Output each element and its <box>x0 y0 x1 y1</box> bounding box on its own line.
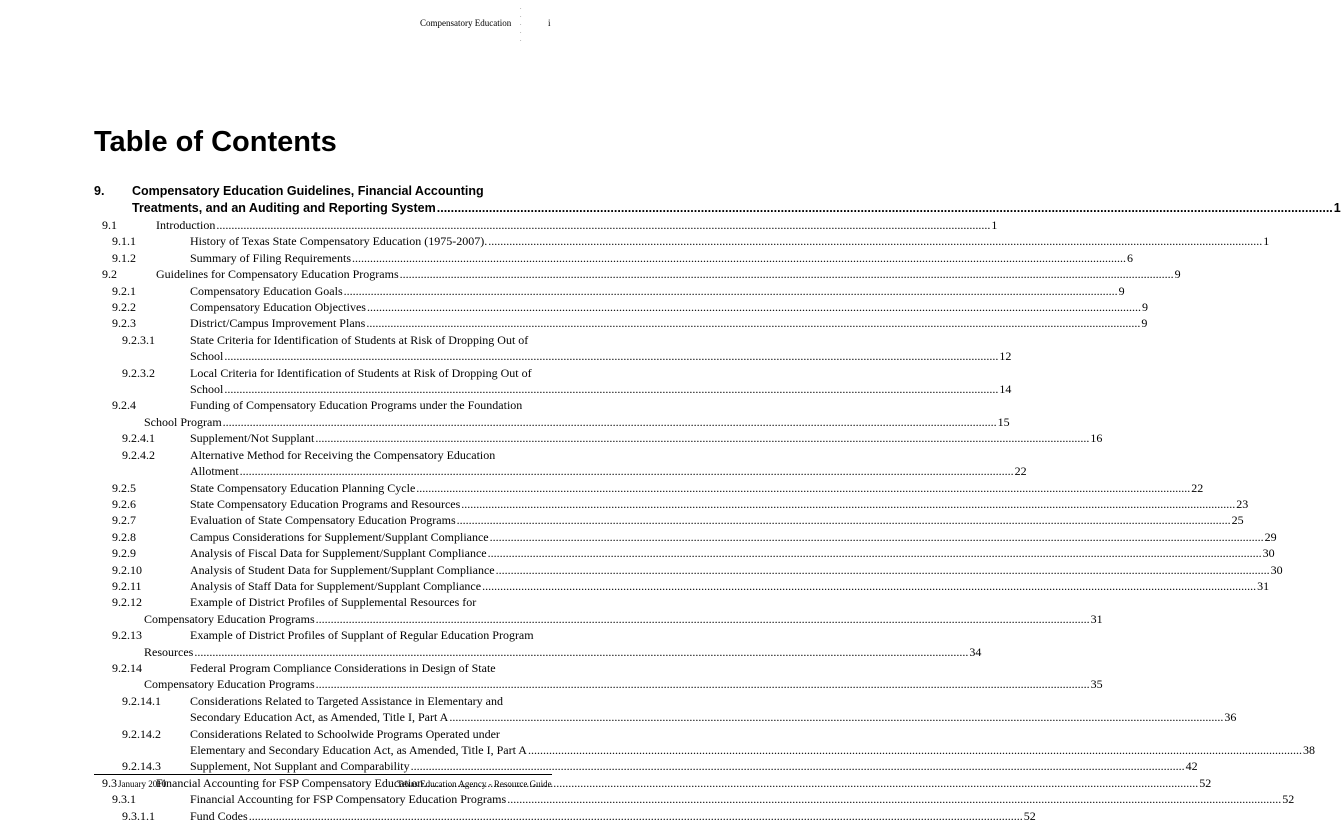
toc-entry-number: 9.2.14.1 <box>122 693 161 708</box>
toc-entry-title: Analysis of Fiscal Data for Supplement/Supplant Compliance <box>190 546 487 561</box>
toc-entry-number: 9.2.3.1 <box>122 332 155 347</box>
toc-entry-number: 9.3 <box>102 775 117 790</box>
toc-entry-title-cont: Elementary and Secondary Education Act, as Amended, Title I, Part A <box>190 743 527 757</box>
toc-entry-title: Campus Considerations for Supplement/Supplant Compliance <box>190 529 489 544</box>
toc-entry[interactable] <box>94 299 1148 315</box>
toc-entry-page: 35 <box>1090 677 1103 692</box>
leader-dots <box>224 381 998 397</box>
toc-entry-title: Evaluation of State Compensatory Education Programs <box>190 513 456 528</box>
leader-dots <box>488 233 1262 249</box>
leader-dots <box>366 315 1140 331</box>
toc-entry-page: 9 <box>1141 316 1148 331</box>
toc-entry-title: Federal Program Compliance Considerations in Design of State <box>190 660 496 675</box>
leader-dots <box>316 611 1090 627</box>
toc-entry[interactable] <box>94 693 1237 726</box>
toc-entry-title: History of Texas State Compensatory Education (1975-2007). <box>190 234 488 249</box>
toc-entry-page: 22 <box>1014 464 1027 479</box>
toc-entry[interactable] <box>94 578 1270 594</box>
toc-chapter-line2: Treatments, and an Auditing and Reporting System <box>132 201 436 215</box>
toc-entry-page: 14 <box>999 382 1012 397</box>
toc-entry-number: 9.2.4.1 <box>122 431 155 446</box>
toc-entry-title: Compensatory Education Goals <box>190 283 343 298</box>
toc-entry[interactable] <box>94 758 1198 774</box>
toc-entry-title: Example of District Profiles of Supplant of Regular Education Program <box>190 628 534 643</box>
margin-marks: . . . . . <box>520 5 522 43</box>
toc-entry-page: 34 <box>969 644 982 659</box>
toc-entry[interactable] <box>94 791 1295 807</box>
toc-entry[interactable] <box>94 266 1181 282</box>
toc-entry-page: 16 <box>1090 431 1103 446</box>
toc-entry-page: 9 <box>1141 300 1148 315</box>
toc-entry-page: 6 <box>1127 250 1133 265</box>
toc-chapter[interactable] <box>94 183 1341 217</box>
toc-entry-title-cont: School <box>190 349 224 364</box>
toc-entry-number: 9.2.3 <box>112 316 136 331</box>
toc-chapter-number: 9. <box>94 184 105 198</box>
leader-dots <box>344 283 1118 299</box>
footer-publisher: Texas Education Agency - Resource Guide <box>397 779 552 789</box>
toc-entry[interactable] <box>94 594 1103 627</box>
leader-dots <box>315 430 1089 446</box>
toc-entry[interactable] <box>94 529 1277 545</box>
toc-entry-title: State Compensatory Education Programs and Resources <box>190 496 461 511</box>
toc-entry-number: 9.2.14.2 <box>122 726 161 741</box>
leader-dots <box>400 266 1174 282</box>
toc-entry[interactable] <box>94 332 1012 365</box>
toc-entry-title: Guidelines for Compensatory Education Programs <box>156 267 399 282</box>
leader-dots <box>223 414 997 430</box>
toc-entry-title: Local Criteria for Identification of Students at Risk of Dropping Out of <box>190 365 532 380</box>
leader-dots <box>224 348 998 364</box>
toc-entry-number: 9.3.1.1 <box>122 808 155 823</box>
toc-chapter-line1: Compensatory Education Guidelines, Financial Accounting <box>132 184 484 198</box>
leader-dots <box>367 299 1141 315</box>
footer-date: January 2010 <box>118 779 167 789</box>
toc-entry-title: Example of District Profiles of Supplemental Resources for <box>190 595 477 610</box>
toc-entry[interactable] <box>94 283 1125 299</box>
toc-entry-title: State Criteria for Identification of Students at Risk of Dropping Out of <box>190 332 529 347</box>
toc-entry-number: 9.2.14.3 <box>122 759 161 774</box>
toc-entry-title: Analysis of Staff Data for Supplement/Supplant Compliance <box>190 578 482 593</box>
toc-entry[interactable] <box>94 808 1036 824</box>
toc-entry-title: District/Campus Improvement Plans <box>190 316 366 331</box>
toc-entry-page: 23 <box>1236 496 1249 511</box>
toc-entry[interactable] <box>94 250 1133 266</box>
toc-entry-title: Compensatory Education Objectives <box>190 300 366 315</box>
toc-entry[interactable] <box>94 397 1010 430</box>
leader-dots <box>488 545 1262 561</box>
toc-entry-title: Supplement, Not Supplant and Comparability <box>190 759 410 774</box>
toc-entry-number: 9.2.7 <box>112 513 136 528</box>
toc-entry-page: 29 <box>1264 529 1277 544</box>
leader-dots <box>411 758 1185 774</box>
toc-entry-title: Considerations Related to Targeted Assistance in Elementary and <box>190 693 503 708</box>
toc-entry-page: 30 <box>1262 546 1275 561</box>
leader-dots <box>216 217 990 233</box>
leader-dots <box>496 562 1270 578</box>
toc-entry-page: 52 <box>1199 775 1212 790</box>
toc-entry-page: 9 <box>1118 283 1125 298</box>
toc-entry-page: 52 <box>1023 808 1036 823</box>
toc-entry-number: 9.2.11 <box>112 578 142 593</box>
leader-dots <box>449 709 1223 725</box>
toc-entry-number: 9.2.14 <box>112 660 142 675</box>
toc-entry-number: 9.2.9 <box>112 546 136 561</box>
leader-dots <box>352 250 1126 266</box>
leader-dots <box>482 578 1256 594</box>
toc-entry-page: 52 <box>1282 792 1295 807</box>
toc-entry-number: 9.2.13 <box>112 628 142 643</box>
toc-entry[interactable] <box>94 315 1148 331</box>
toc-entry-number: 9.2.3.2 <box>122 365 155 380</box>
toc-entry[interactable] <box>94 496 1249 512</box>
toc-entry-number: 9.2.2 <box>112 300 136 315</box>
toc-entry[interactable] <box>94 562 1283 578</box>
toc-entry[interactable] <box>94 726 1315 759</box>
leader-dots <box>490 529 1264 545</box>
toc-entry-number: 9.2.5 <box>112 480 136 495</box>
toc-entry[interactable] <box>94 233 1270 249</box>
toc-entry-page: 30 <box>1270 562 1283 577</box>
toc-entry-page: 36 <box>1224 710 1237 725</box>
toc-entry[interactable] <box>94 660 1103 693</box>
toc-entry[interactable] <box>94 365 1012 398</box>
toc-entry-page: 38 <box>1302 743 1315 757</box>
leader-dots <box>194 644 968 660</box>
toc-entry-title: Alternative Method for Receiving the Compensatory Education <box>190 447 496 462</box>
leader-dots <box>416 480 1190 496</box>
page-number: i <box>548 18 551 28</box>
toc-entry-number: 9.2.10 <box>112 562 142 577</box>
toc-entry-title: Summary of Filing Requirements <box>190 250 351 265</box>
leader-dots <box>507 791 1281 807</box>
toc-entry-page: 25 <box>1231 513 1244 528</box>
leader-dots <box>457 512 1231 528</box>
toc-entry-title-cont: Secondary Education Act, as Amended, Title I, Part A <box>190 710 449 725</box>
toc-entry[interactable] <box>94 480 1204 496</box>
toc-entry[interactable] <box>94 217 998 233</box>
toc-entry[interactable] <box>94 447 1027 480</box>
toc-entry-title-cont: Compensatory Education Programs <box>144 611 315 626</box>
leader-dots <box>437 200 1333 217</box>
toc-entry-number: 9.1 <box>102 218 117 232</box>
toc-entry-page: 15 <box>997 414 1010 429</box>
toc-entry-title-cont: School <box>190 382 224 397</box>
toc-entry-number: 9.1.2 <box>112 250 136 265</box>
toc-entry-page: 12 <box>999 349 1012 364</box>
toc-entry[interactable] <box>94 545 1275 561</box>
header-title: Compensatory Education <box>420 18 512 28</box>
toc-entry-page: 9 <box>1174 267 1181 282</box>
toc-entry-number: 9.2.1 <box>112 283 136 298</box>
toc-entries <box>94 217 1315 824</box>
toc-entry-title-cont: School Program <box>144 414 222 429</box>
toc-entry-page: 42 <box>1185 759 1198 774</box>
toc-chapter-page: 1 <box>1333 201 1341 215</box>
table-of-contents <box>94 183 1341 824</box>
toc-entry-title: Introduction <box>156 218 216 232</box>
toc-entry-number: 9.2.4.2 <box>122 447 155 462</box>
toc-entry-page: 31 <box>1257 578 1270 593</box>
toc-entry-number: 9.3.1 <box>112 792 136 807</box>
toc-entry-number: 9.1.1 <box>112 234 136 249</box>
toc-entry-number: 9.2 <box>102 267 117 282</box>
toc-entry-page: 22 <box>1191 480 1204 495</box>
footer-rule <box>94 774 552 775</box>
leader-dots <box>249 808 1023 824</box>
leader-dots <box>240 463 1014 479</box>
toc-entry-page: 1 <box>991 218 998 232</box>
toc-entry-title: Supplement/Not Supplant <box>190 431 315 446</box>
toc-entry-title: Funding of Compensatory Education Programs under the Foundation <box>190 398 523 413</box>
toc-entry-title-cont: Allotment <box>190 464 239 479</box>
toc-entry-title: State Compensatory Education Planning Cycle <box>190 480 416 495</box>
toc-entry-title: Considerations Related to Schoolwide Programs Operated under <box>190 726 500 741</box>
toc-entry-page: 1 <box>1263 234 1270 249</box>
toc-entry-page: 31 <box>1090 611 1103 626</box>
toc-entry-title-cont: Compensatory Education Programs <box>144 677 315 692</box>
page-title: Table of Contents <box>94 126 337 158</box>
leader-dots <box>528 742 1302 758</box>
toc-entry-title: Analysis of Student Data for Supplement/Supplant Compliance <box>190 562 495 577</box>
toc-entry-title-cont: Resources <box>144 644 194 659</box>
leader-dots <box>316 676 1090 692</box>
toc-entry[interactable] <box>94 430 1103 446</box>
leader-dots <box>461 496 1235 512</box>
toc-entry-title: Financial Accounting for FSP Compensatory Education <box>156 775 424 790</box>
toc-entry-number: 9.2.8 <box>112 529 136 544</box>
toc-entry-number: 9.2.4 <box>112 398 136 413</box>
toc-entry-number: 9.2.12 <box>112 595 142 610</box>
toc-entry-number: 9.2.6 <box>112 496 136 511</box>
toc-entry-title: Financial Accounting for FSP Compensatory Education Programs <box>190 792 507 807</box>
toc-entry-title: Fund Codes <box>190 808 248 823</box>
toc-entry[interactable] <box>94 512 1244 528</box>
toc-entry[interactable] <box>94 627 982 660</box>
